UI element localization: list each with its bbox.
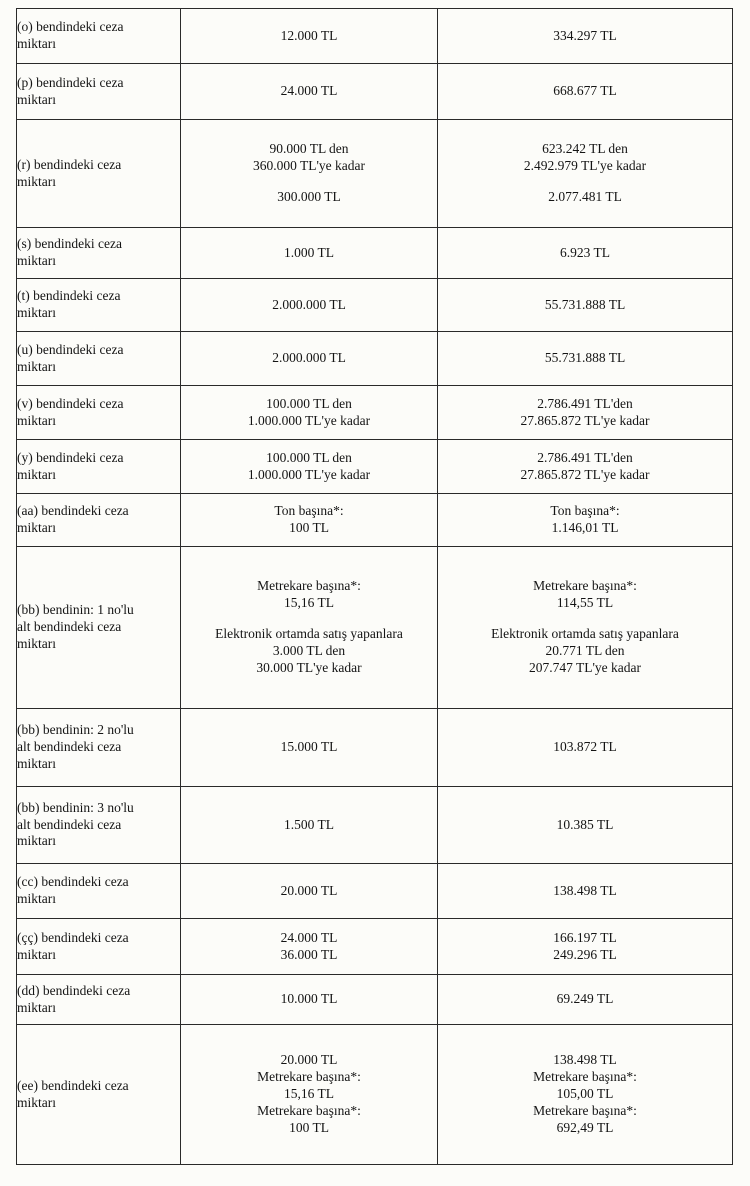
provision-label-cell (17, 709, 181, 787)
new-amount-line: 166.197 TL (553, 929, 617, 945)
provision-label-line: miktarı (17, 999, 56, 1015)
new-amount-cell (438, 9, 733, 64)
old-amount-line: 100 TL (289, 520, 329, 535)
new-amount-cell (438, 332, 733, 386)
new-amount-cell (438, 787, 733, 864)
provision-label-cell (17, 864, 181, 919)
new-amount-cell (438, 64, 733, 120)
provision-label-line: miktarı (17, 412, 56, 428)
old-amount-cell (181, 709, 438, 787)
old-amount-cell (181, 494, 438, 547)
provision-label-line: (ee) bendindeki ceza (17, 1077, 129, 1093)
provision-label-cell (17, 386, 181, 440)
new-amount-line: 103.872 TL (553, 739, 617, 755)
provision-label-cell (17, 440, 181, 494)
old-amount-line: 360.000 TL'ye kadar (252, 158, 366, 174)
old-amount-cell (181, 440, 438, 494)
new-amount-line: 2.786.491 TL'den (537, 395, 633, 411)
provision-label-line: miktarı (17, 1094, 56, 1110)
new-amount-cell (438, 120, 733, 228)
table-row (17, 975, 733, 1025)
provision-label-line: (bb) bendinin: 2 no'lu (17, 722, 134, 738)
old-amount-line: Metrekare başına*: (257, 578, 361, 594)
new-amount-line: Elektronik ortamda satış yapanlara (491, 626, 679, 642)
new-amount-line: 6.923 TL (560, 244, 610, 260)
new-amount-line: 20.771 TL den (545, 642, 625, 658)
spacer (438, 612, 732, 626)
provision-label-line: miktarı (17, 173, 56, 189)
fine-amounts-table (16, 8, 733, 1165)
new-amount-line: 55.731.888 TL (544, 296, 626, 312)
provision-label-line: (o) bendindeki ceza (17, 19, 124, 35)
fine-amounts-table-body (17, 9, 733, 1165)
table-row (17, 386, 733, 440)
provision-label-line: (s) bendindeki ceza (17, 236, 122, 252)
table-row (17, 279, 733, 332)
provision-label-cell (17, 975, 181, 1025)
new-amount-line: 27.865.872 TL'ye kadar (520, 412, 650, 428)
new-amount-line: 138.498 TL (553, 1052, 617, 1068)
old-amount-cell (181, 919, 438, 975)
table-row (17, 1025, 733, 1165)
table-row (17, 547, 733, 709)
old-amount-line: 1.000.000 TL'ye kadar (247, 412, 371, 428)
new-amount-cell (438, 919, 733, 975)
new-amount-line: 207.747 TL'ye kadar (528, 659, 642, 675)
spacer (181, 175, 437, 189)
old-amount-line: 100 TL (289, 1119, 329, 1135)
table-row (17, 64, 733, 120)
provision-label-line: miktarı (17, 358, 56, 374)
old-amount-cell (181, 787, 438, 864)
provision-label-cell (17, 332, 181, 386)
provision-label-line: miktarı (17, 635, 56, 651)
table-row (17, 787, 733, 864)
old-amount-line: 36.000 TL (280, 946, 338, 962)
new-amount-line: 55.731.888 TL (544, 350, 626, 366)
new-amount-line: 138.498 TL (553, 882, 617, 898)
new-amount-cell (438, 386, 733, 440)
provision-label-line: miktarı (17, 520, 56, 535)
new-amount-line: 10.385 TL (556, 816, 614, 832)
table-row (17, 332, 733, 386)
provision-label-line: (dd) bendindeki ceza (17, 982, 131, 998)
old-amount-line: 1.000.000 TL'ye kadar (247, 466, 371, 482)
old-amount-line: 1.000 TL (284, 244, 334, 260)
provision-label-line: (r) bendindeki ceza (17, 156, 122, 172)
old-amount-line: 2.000.000 TL (272, 350, 346, 366)
old-amount-cell (181, 332, 438, 386)
old-amount-cell (181, 64, 438, 120)
provision-label-line: (cc) bendindeki ceza (17, 874, 129, 890)
old-amount-line: Metrekare başına*: (257, 1069, 361, 1085)
provision-label-cell (17, 547, 181, 709)
new-amount-line: 2.077.481 TL (548, 188, 622, 204)
old-amount-line: 15,16 TL (284, 1086, 334, 1102)
old-amount-line: 30.000 TL'ye kadar (256, 659, 362, 675)
new-amount-line: 27.865.872 TL'ye kadar (520, 466, 650, 482)
table-row (17, 228, 733, 279)
old-amount-line: Metrekare başına*: (257, 1102, 361, 1118)
provision-label-cell (17, 64, 181, 120)
old-amount-cell (181, 864, 438, 919)
new-amount-line: 668.677 TL (553, 83, 617, 99)
old-amount-cell (181, 120, 438, 228)
provision-label-cell (17, 279, 181, 332)
provision-label-line: miktarı (17, 36, 56, 51)
old-amount-line: 24.000 TL (280, 929, 338, 945)
new-amount-line: 334.297 TL (553, 27, 617, 43)
new-amount-line: 2.492.979 TL'ye kadar (523, 158, 647, 174)
provision-label-line: (çç) bendindeki ceza (17, 929, 129, 945)
provision-label-line: alt bendindeki ceza (17, 739, 122, 755)
old-amount-line: Elektronik ortamda satış yapanlara (215, 626, 403, 642)
old-amount-line: 15,16 TL (284, 595, 334, 611)
old-amount-cell (181, 547, 438, 709)
old-amount-line: 20.000 TL (280, 1052, 338, 1068)
provision-label-cell (17, 120, 181, 228)
old-amount-cell (181, 228, 438, 279)
old-amount-line: 100.000 TL den (266, 395, 352, 411)
new-amount-line: 105,00 TL (556, 1086, 614, 1102)
old-amount-line: 1.500 TL (284, 816, 334, 832)
new-amount-cell (438, 975, 733, 1025)
provision-label-line: (bb) bendinin: 3 no'lu (17, 799, 134, 815)
old-amount-cell (181, 386, 438, 440)
old-amount-line: 24.000 TL (280, 83, 338, 99)
old-amount-line: 90.000 TL den (269, 141, 349, 157)
new-amount-cell (438, 709, 733, 787)
provision-label-cell (17, 919, 181, 975)
provision-label-line: miktarı (17, 755, 56, 771)
new-amount-line: 1.146,01 TL (551, 520, 619, 535)
new-amount-cell (438, 228, 733, 279)
provision-label-line: (y) bendindeki ceza (17, 449, 124, 465)
old-amount-line: 20.000 TL (280, 882, 338, 898)
provision-label-line: miktarı (17, 91, 56, 107)
old-amount-cell (181, 975, 438, 1025)
new-amount-line: Metrekare başına*: (533, 578, 637, 594)
provision-label-line: (v) bendindeki ceza (17, 395, 124, 411)
old-amount-line: 15.000 TL (280, 739, 338, 755)
old-amount-line: 10.000 TL (280, 991, 338, 1007)
provision-label-line: (p) bendindeki ceza (17, 74, 124, 90)
provision-label-line: miktarı (17, 253, 56, 268)
old-amount-line: 12.000 TL (280, 27, 338, 43)
provision-label-line: miktarı (17, 305, 56, 320)
spacer (438, 175, 732, 189)
provision-label-line: (t) bendindeki ceza (17, 288, 121, 304)
old-amount-cell (181, 1025, 438, 1165)
provision-label-line: (aa) bendindeki ceza (17, 503, 129, 519)
new-amount-cell (438, 494, 733, 547)
old-amount-line: 3.000 TL den (272, 642, 346, 658)
old-amount-cell (181, 279, 438, 332)
provision-label-line: alt bendindeki ceza (17, 619, 122, 635)
old-amount-cell (181, 9, 438, 64)
table-row (17, 864, 733, 919)
new-amount-cell (438, 547, 733, 709)
new-amount-line: 623.242 TL den (542, 141, 628, 157)
new-amount-line: 2.786.491 TL'den (537, 449, 633, 465)
new-amount-cell (438, 279, 733, 332)
new-amount-line: Metrekare başına*: (533, 1102, 637, 1118)
new-amount-line: Metrekare başına*: (533, 1069, 637, 1085)
new-amount-line: 114,55 TL (556, 595, 614, 611)
table-row (17, 440, 733, 494)
old-amount-line: Ton başına*: (274, 503, 344, 519)
new-amount-line: 69.249 TL (556, 991, 614, 1007)
provision-label-cell (17, 494, 181, 547)
table-row (17, 919, 733, 975)
new-amount-line: 692,49 TL (556, 1119, 614, 1135)
table-row (17, 709, 733, 787)
new-amount-line: Ton başına*: (550, 503, 620, 519)
provision-label-line: (u) bendindeki ceza (17, 341, 124, 357)
provision-label-line: miktarı (17, 466, 56, 482)
provision-label-line: miktarı (17, 891, 56, 906)
new-amount-cell (438, 440, 733, 494)
new-amount-cell (438, 864, 733, 919)
spacer (181, 612, 437, 626)
provision-label-line: miktarı (17, 946, 56, 962)
table-row (17, 9, 733, 64)
provision-label-line: miktarı (17, 833, 56, 849)
new-amount-line: 249.296 TL (553, 946, 617, 962)
provision-label-line: alt bendindeki ceza (17, 816, 122, 832)
provision-label-cell (17, 1025, 181, 1165)
new-amount-cell (438, 1025, 733, 1165)
provision-label-line: (bb) bendinin: 1 no'lu (17, 602, 134, 618)
old-amount-line: 2.000.000 TL (272, 296, 346, 312)
table-row (17, 494, 733, 547)
old-amount-line: 100.000 TL den (266, 449, 352, 465)
provision-label-cell (17, 9, 181, 64)
old-amount-line: 300.000 TL (277, 188, 341, 204)
provision-label-cell (17, 228, 181, 279)
provision-label-cell (17, 787, 181, 864)
table-row (17, 120, 733, 228)
